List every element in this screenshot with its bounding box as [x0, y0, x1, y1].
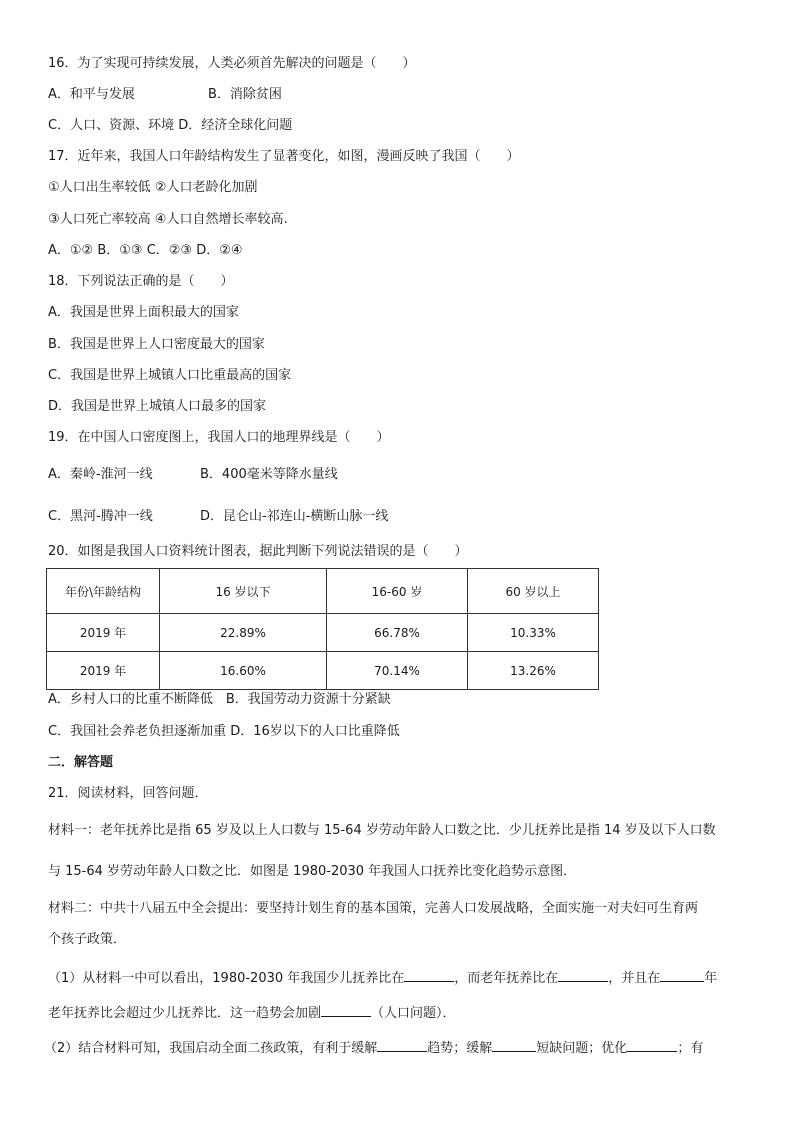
table-header-cell: 年份\年龄结构 [47, 569, 160, 614]
answer-blank[interactable] [627, 1037, 677, 1052]
q17-statements-1: ①人口出生率较低 ②人口老龄化加剧 [48, 180, 258, 195]
answer-blank[interactable] [321, 1002, 371, 1017]
q21-material1-line1: 材料一：老年抚养比是指 65 岁及以上人口数与 15-64 岁劳动年龄人口数之比．少儿抚养比是指 14 岁及以下人口数 [48, 823, 716, 838]
q21-part1-text: （人口问题）． [371, 1006, 456, 1021]
q18-stem: 18．下列说法正确的是（ ） [48, 274, 234, 289]
table-cell: 13.26% [468, 652, 599, 690]
table-row [47, 614, 599, 652]
table-header-cell: 60 岁以上 [468, 569, 599, 614]
q20-stem: 20．如图是我国人口资料统计图表，据此判断下列说法错误的是（ ） [48, 544, 468, 559]
table-header-cell: 16 岁以下 [160, 569, 327, 614]
q21-part1-line2 [48, 1002, 748, 1024]
q21-part2-text: 短缺问题；优化 [536, 1041, 628, 1056]
answer-blank[interactable] [660, 967, 704, 982]
q21-part1-text: ，而老年抚养比在 [454, 971, 559, 986]
table-cell: 22.89% [160, 614, 327, 652]
population-stats-table [46, 568, 599, 690]
table-cell: 2019 年 [47, 614, 160, 652]
q21-part2-line1 [44, 1037, 744, 1059]
q21-part1-text: （1）从材料一中可以看出，1980-2030 年我国少儿抚养比在 [48, 971, 405, 986]
q17-stem: 17．近年来，我国人口年龄结构发生了显著变化，如图，漫画反映了我国（ ） [48, 149, 520, 164]
q19-option-a: A．秦岭-淮河一线 [48, 467, 153, 482]
q21-part1-line1 [48, 967, 748, 989]
q18-option-b: B．我国是世界上人口密度最大的国家 [48, 337, 265, 352]
q21-part1-text: 年 [704, 971, 718, 986]
q21-part1-text: ，并且在 [608, 971, 661, 986]
q16-option-b: B．消除贫困 [208, 87, 282, 102]
q19-option-d: D．昆仑山-祁连山-横断山脉一线 [200, 509, 389, 524]
q20-options-cd: C．我国社会养老负担逐渐加重 D．16岁以下的人口比重降低 [48, 724, 400, 739]
table-header-row [47, 569, 599, 614]
q19-option-b: B．400毫米等降水量线 [200, 467, 338, 482]
q20-options-ab: A．乡村人口的比重不断降低 B．我国劳动力资源十分紧缺 [48, 692, 391, 707]
q21-material2-line2: 个孩子政策． [48, 932, 127, 947]
q21-material1-line2: 与 15-64 岁劳动年龄人口数之比．如图是 1980-2030 年我国人口抚养比变化趋势示意图． [48, 864, 577, 879]
q19-options-cd [48, 507, 389, 527]
table-cell: 2019 年 [47, 652, 160, 690]
table-cell: 10.33% [468, 614, 599, 652]
q19-options-ab [48, 465, 338, 485]
q21-material2-line1: 材料二：中共十八届五中全会提出：要坚持计划生育的基本国策，完善人口发展战略，全面实施一对夫妇可生育两 [48, 901, 699, 916]
q19-option-c: C．黑河-腾冲一线 [48, 509, 153, 524]
table-row [47, 652, 599, 690]
q21-part2-text: ；有 [677, 1041, 704, 1056]
q21-part2-text: 趋势；缓解 [427, 1041, 493, 1056]
table-cell: 16.60% [160, 652, 327, 690]
table-header-cell: 16-60 岁 [327, 569, 468, 614]
section-heading: 二．解答题 [48, 755, 114, 770]
q18-option-c: C．我国是世界上城镇人口比重最高的国家 [48, 368, 292, 383]
q21-stem: 21．阅读材料，回答问题． [48, 786, 208, 801]
q16-options-cd: C．人口、资源、环境 D．经济全球化问题 [48, 118, 293, 133]
q21-part1-text: 老年抚养比会超过少儿抚养比．这一趋势会加剧 [48, 1006, 322, 1021]
table-cell: 66.78% [327, 614, 468, 652]
answer-blank[interactable] [558, 967, 608, 982]
q19-stem: 19．在中国人口密度图上，我国人口的地理界线是（ ） [48, 430, 390, 445]
q21-part2-text: （2）结合材料可知，我国启动全面二孩政策，有利于缓解 [44, 1041, 378, 1056]
q18-option-a: A．我国是世界上面积最大的国家 [48, 305, 239, 320]
q18-option-d: D．我国是世界上城镇人口最多的国家 [48, 399, 267, 414]
q17-options: A．①② B．①③ C．②③ D．②④ [48, 243, 243, 258]
table-cell: 70.14% [327, 652, 468, 690]
q16-options-ab [48, 85, 282, 105]
answer-blank[interactable] [377, 1037, 427, 1052]
answer-blank[interactable] [404, 967, 454, 982]
q16-stem: 16．为了实现可持续发展，人类必须首先解决的问题是（ ） [48, 56, 416, 71]
q17-statements-2: ③人口死亡率较高 ④人口自然增长率较高. [48, 212, 288, 227]
answer-blank[interactable] [492, 1037, 536, 1052]
q16-option-a: A．和平与发展 [48, 87, 135, 102]
